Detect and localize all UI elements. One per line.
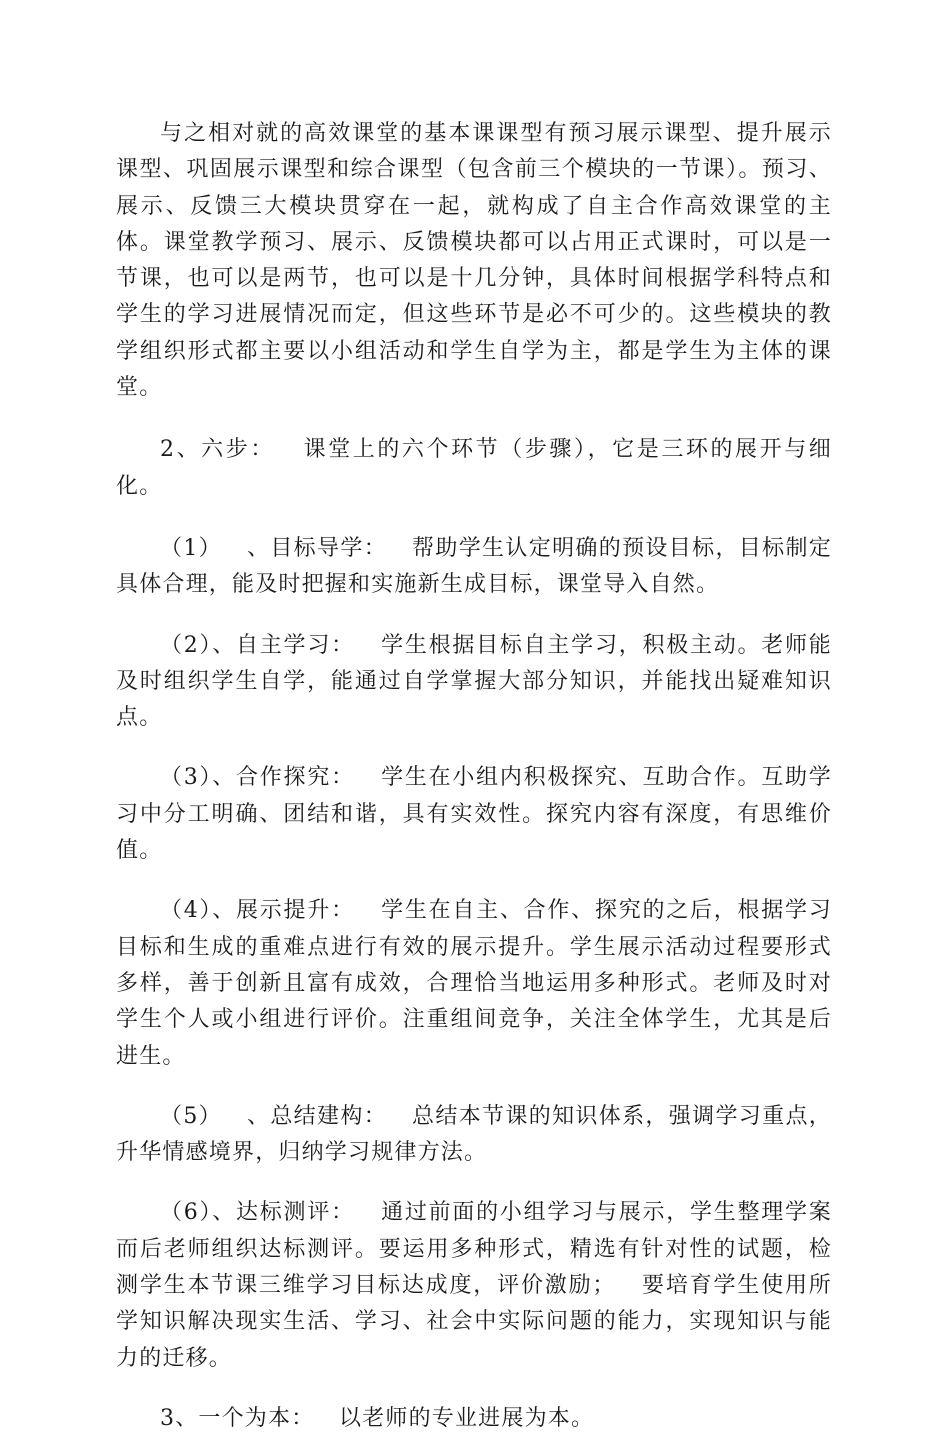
paragraph-step-4-presentation: （4）、展示提升： 学生在自主、合作、探究的之后，根据学习目标和生成的重难点进行有效的展示提升。学生展示活动过程要形式多样，善于创新且富有成效，合理恰当地运用多种形式。老师及时对学生个人或小组进行评价。注重组间竞争，关注全体学生，尤其是后进生。 [116,898,832,1069]
paragraph-step-2-self-study: （2）、自主学习： 学生根据目标自主学习，积极主动。老师能及时组织学生自学，能通过自学掌握大部分知识，并能找出疑难知识点。 [116,632,832,731]
paragraph-six-steps: 2、六步： 课堂上的六个环节（步骤），它是三环的展开与细化。 [116,437,832,499]
paragraph-step-5-summary: （5） 、总结建构： 总结本节课的知识体系，强调学习重点，升华情感境界，归纳学习规律方法。 [116,1103,832,1166]
paragraph-efficient-classroom-types: 与之相对就的高效课堂的基本课课型有预习展示课型、提升展示课型、巩固展示课型和综合课型（包含前三个模块的一节课）。预习、展示、反馈三大模块贯穿在一起，就构成了自主合作高效课堂的主体。课堂教学预习、展示、反馈模块都可以占用正式课时，可以是一节课，也可以是两节，也可以是十几分钟，具体时间根据学科特点和学生的学习进展情况而定，但这些环节是必不可少的。这些模块的教学组织形式都主要以小组活动和学生自学为主，都是学生为主体的课堂。 [116,121,832,401]
paragraph-step-1-goal-guidance: （1） 、目标导学： 帮助学生认定明确的预设目标，目标制定具体合理，能及时把握和实施新生成目标，课堂导入自然。 [116,535,832,598]
document-page [116,116,832,1437]
paragraph-step-3-cooperative-inquiry: （3）、合作探究： 学生在小组内积极探究、互助合作。互助学习中分工明确、团结和谐，具有实效性。探究内容有深度，有思维价值。 [116,765,832,864]
paragraph-one-foundation: 3、一个为本： 以老师的专业进展为本。 [160,1405,595,1431]
paragraph-step-6-assessment: （6）、达标测评： 通过前面的小组学习与展示，学生整理学案而后老师组织达标测评。要运用多种形式，精选有针对性的试题，检测学生本节课三维学习目标达成度，评价激励； 要培育学生使用所学知识解决现实生活、学习、社会中实际问题的能力，实现知识与能力的迁移。 [116,1200,832,1371]
